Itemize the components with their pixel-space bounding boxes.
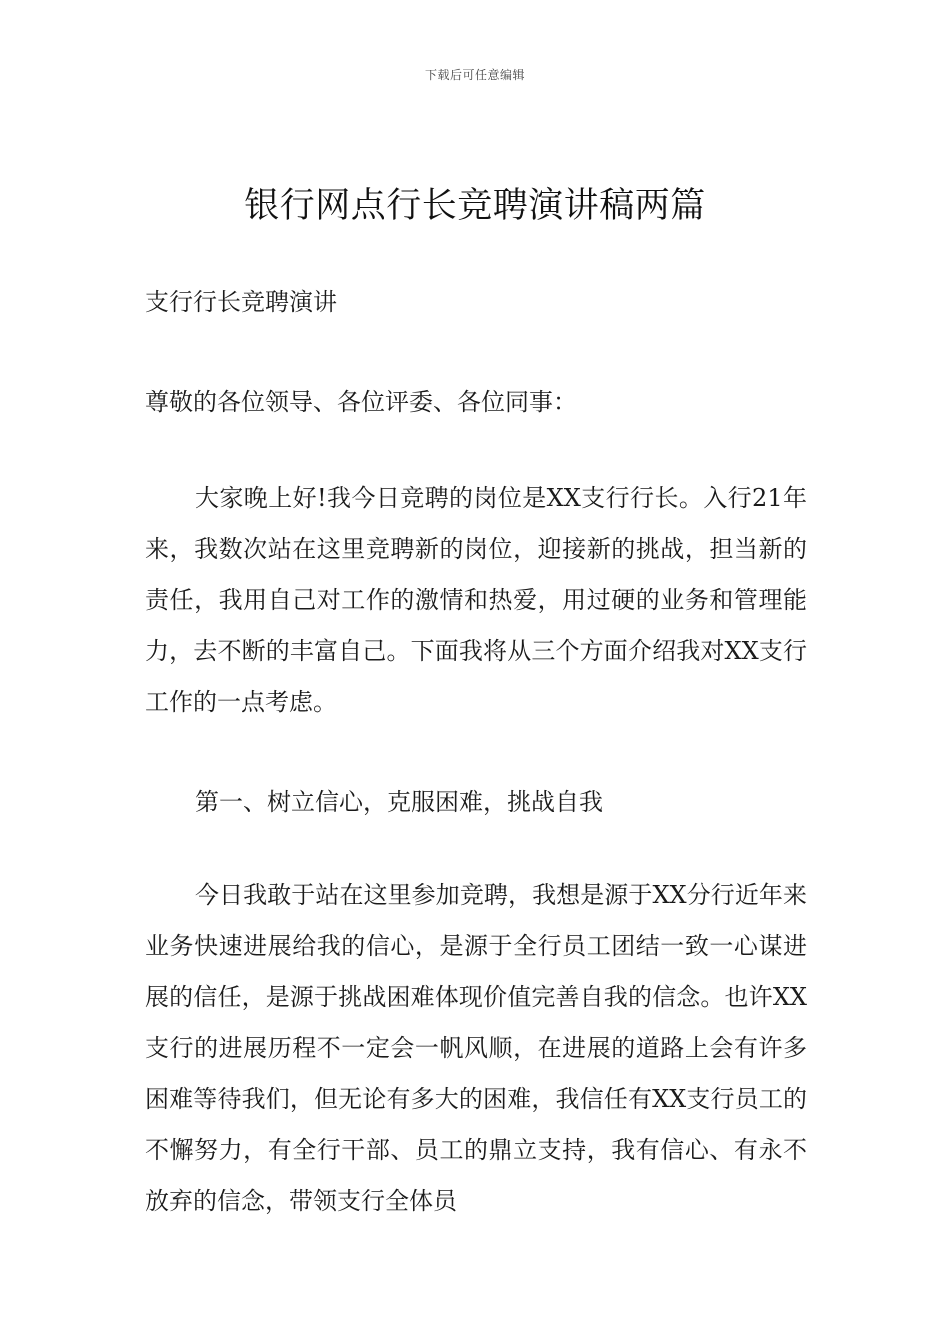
salutation: 尊敬的各位领导、各位评委、各位同事： [145,388,577,416]
document-title: 银行网点行长竞聘演讲稿两篇 [244,186,706,226]
speech-subheading: 支行行长竞聘演讲 [145,288,337,316]
body-paragraph: 今日我敢于站在这里参加竞聘，我想是源于XX分行近年来业务快速进展给我的信心，是源于全行员工团结一致一心谋进展的信任，是源于挑战困难体现价值完善自我的信念。也许XX支行的进展历程不一定会一帆风顺，在进展的道路上会有许多困难等待我们，但无论有多大的困难，我信任有XX支行员工的不懈努力，有全行干部、员工的鼎立支持，我有信心、有永不放弃的信念，带领支行全体员 [145,881,807,1215]
body-paragraph: 大家晚上好!我今日竞聘的岗位是XX支行行长。入行21年来，我数次站在这里竞聘新的岗位，迎接新的挑战，担当新的责任，我用自己对工作的激情和热爱，用过硬的业务和管理能力，去不断的丰富自己。下面我将从三个方面介绍我对XX支行工作的一点考虑。 [145,484,807,716]
header-note: 下载后可任意编辑 [424,68,525,82]
section-heading: 第一、树立信心，克服困难，挑战自我 [195,788,603,816]
